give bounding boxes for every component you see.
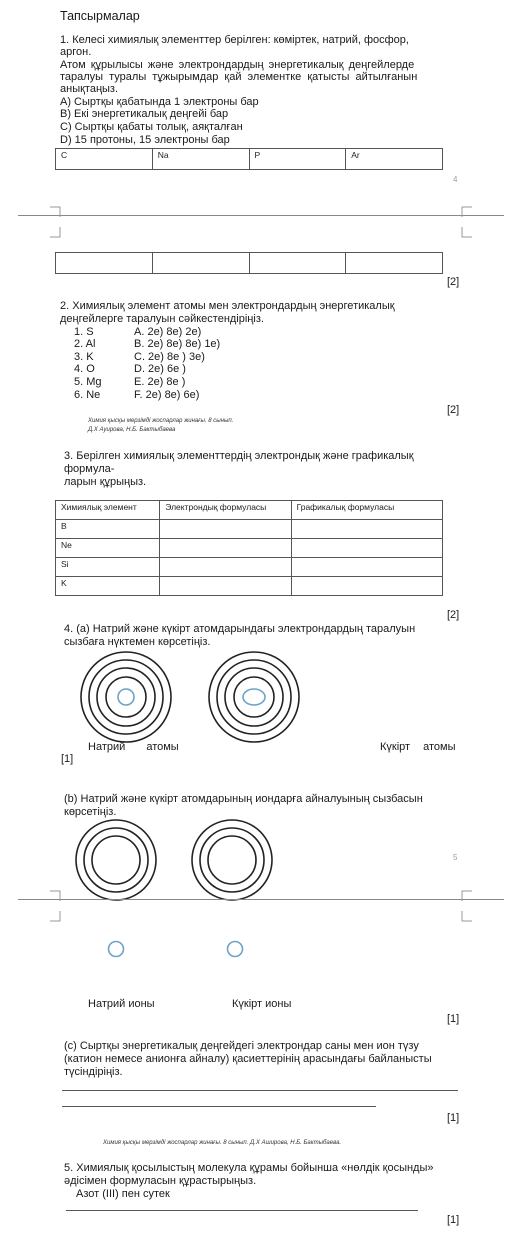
q2-element: 3. K	[74, 351, 94, 363]
q4-source: Химия қысқы мерзімді жоспарлар жинағы. 8 сынып. Д.Х Аширова, Н.Б. Бактыбаева.	[103, 1140, 342, 1146]
q4c-line: (с) Сыртқы энергетикалық деңгейдегі электрондар саны мен ион түзу	[64, 1040, 419, 1052]
q3-answer-cell[interactable]	[160, 539, 291, 558]
q1-mark: [2]	[447, 276, 460, 288]
q1-line: таралуы туралы тұжырымдар қай элементке қатысты айтылғанын	[60, 71, 418, 83]
q1-col-p: P	[249, 149, 346, 170]
q3-element: Si	[56, 558, 160, 577]
sulfur-atom-diagram[interactable]	[204, 647, 304, 747]
q4b-mark: [1]	[447, 1013, 460, 1025]
q1-col-c: C	[56, 149, 153, 170]
q4a-line: 4. (а) Натрий және күкірт атомдарындағы электрондардың таралуын	[64, 623, 416, 635]
q1-line: аргон.	[60, 46, 92, 58]
q3-answer-cell[interactable]	[291, 539, 442, 558]
q1-answer-cell[interactable]	[346, 253, 443, 274]
q4c-line: (катион немесе анионға айналу) қасиеттерінің арасындағы байланысты	[64, 1053, 432, 1065]
q3-answer-cell[interactable]	[160, 558, 291, 577]
q2-option: D. 2e) 6e )	[134, 363, 186, 375]
q3-header: Химиялық элемент	[56, 501, 160, 520]
q2-option: A. 2e) 8e) 2e)	[134, 326, 202, 338]
q4b-line: көрсетіңіз.	[64, 806, 117, 818]
page-number: 4	[453, 175, 458, 184]
q1-line: 1. Келесі химиялық элементтер берілген: көміртек, натрий, фосфор,	[60, 34, 409, 46]
q3-header: Графикалық формуласы	[291, 501, 442, 520]
q3-element: Ne	[56, 539, 160, 558]
q1-table-header	[55, 148, 443, 170]
q2-option: E. 2e) 8e )	[134, 376, 186, 388]
q2-element: 1. S	[74, 326, 94, 338]
sodium-ion-nucleus[interactable]	[106, 939, 126, 959]
q3-element: K	[56, 577, 160, 596]
answer-line[interactable]	[62, 1106, 376, 1107]
q2-option: C. 2e) 8e ) 3e)	[134, 351, 205, 363]
q2-option: F. 2e) 8e) 6e)	[134, 389, 200, 401]
q2-line: 2. Химиялық элемент атомы мен электрондардың энергетикалық	[60, 300, 395, 312]
q3-line: 3. Берілген химиялық элементтердің электрондық және графикалық	[64, 450, 414, 462]
q4c-mark: [1]	[447, 1112, 460, 1124]
sulfur-ion-nucleus[interactable]	[225, 939, 245, 959]
q3-element: B	[56, 520, 160, 539]
q2-option: B. 2e) 8e) 8e) 1e)	[134, 338, 221, 350]
q2-element: 5. Mg	[74, 376, 102, 388]
sulfur-atom-label: Күкірт атомы	[380, 741, 456, 753]
q5-task: Азот (III) пен сутек	[76, 1188, 170, 1200]
q3-line: формула-	[64, 463, 115, 475]
q4c-line: түсіндіріңіз.	[64, 1066, 123, 1078]
q1-line: анықтаңыз.	[60, 83, 119, 95]
q2-element: 6. Ne	[74, 389, 101, 401]
q1-option-c: C) Сыртқы қабаты толық, аяқталған	[60, 121, 243, 133]
sodium-atom-label: Натрий атомы	[88, 741, 179, 753]
q2-source: Д.Х Ауирова, Н.Б. Бактыбаева	[88, 427, 176, 433]
q3-header: Электрондық формуласы	[160, 501, 291, 520]
q1-col-ar: Ar	[346, 149, 443, 170]
q1-answer-cell[interactable]	[152, 253, 249, 274]
page-heading: Тапсырмалар	[60, 9, 140, 23]
q1-option-a: A) Сыртқы қабатында 1 электроны бар	[60, 96, 259, 108]
q3-line: ларын құрыңыз.	[64, 476, 147, 488]
page-number: 5	[453, 853, 458, 862]
q1-option-b: B) Екі энергетикалық деңгейі бар	[60, 108, 229, 120]
q3-answer-cell[interactable]	[291, 558, 442, 577]
sodium-atom-diagram[interactable]	[76, 647, 176, 747]
q3-table	[55, 500, 443, 596]
q2-line: деңгейлерге таралуын сәйкестендіріңіз.	[60, 313, 264, 325]
q2-element: 4. O	[74, 363, 95, 375]
q2-source: Химия қысқы мерзімді жоспарлар жинағы. 8 сынып.	[88, 418, 234, 424]
q1-answer-cell[interactable]	[56, 253, 153, 274]
q1-answer-cell[interactable]	[249, 253, 346, 274]
q3-mark: [2]	[447, 609, 460, 621]
q1-line: Атом құрылысы және электрондардың энергетикалық деңгейлерде	[60, 59, 415, 71]
q3-answer-cell[interactable]	[160, 577, 291, 596]
sulfur-ion-label: Күкірт ионы	[232, 998, 292, 1010]
q2-mark: [2]	[447, 404, 460, 416]
q1-option-d: D) 15 протоны, 15 электроны бар	[60, 134, 230, 146]
q3-answer-cell[interactable]	[291, 577, 442, 596]
q4b-line: (b) Натрий және күкірт атомдарының иондарға айналуының сызбасын	[64, 793, 423, 805]
crop-marks	[0, 200, 524, 240]
q4a-line: сызбаға нүктемен көрсетіңіз.	[64, 636, 211, 648]
q5-line: әдісімен формуласын құрастырыңыз.	[64, 1175, 257, 1187]
q1-answer-row	[55, 252, 443, 274]
answer-line[interactable]	[62, 1090, 458, 1091]
q5-line: 5. Химиялық қосылыстың молекула құрамы бойынша «нөлдік қосынды»	[64, 1162, 434, 1174]
q3-answer-cell[interactable]	[160, 520, 291, 539]
q3-answer-cell[interactable]	[291, 520, 442, 539]
q5-mark: [1]	[447, 1214, 460, 1226]
q1-col-na: Na	[152, 149, 249, 170]
sodium-ion-label: Натрий ионы	[88, 998, 155, 1010]
crop-marks	[0, 884, 524, 924]
q4a-mark: [1]	[61, 753, 74, 765]
q2-element: 2. Al	[74, 338, 96, 350]
answer-line[interactable]	[66, 1210, 418, 1211]
